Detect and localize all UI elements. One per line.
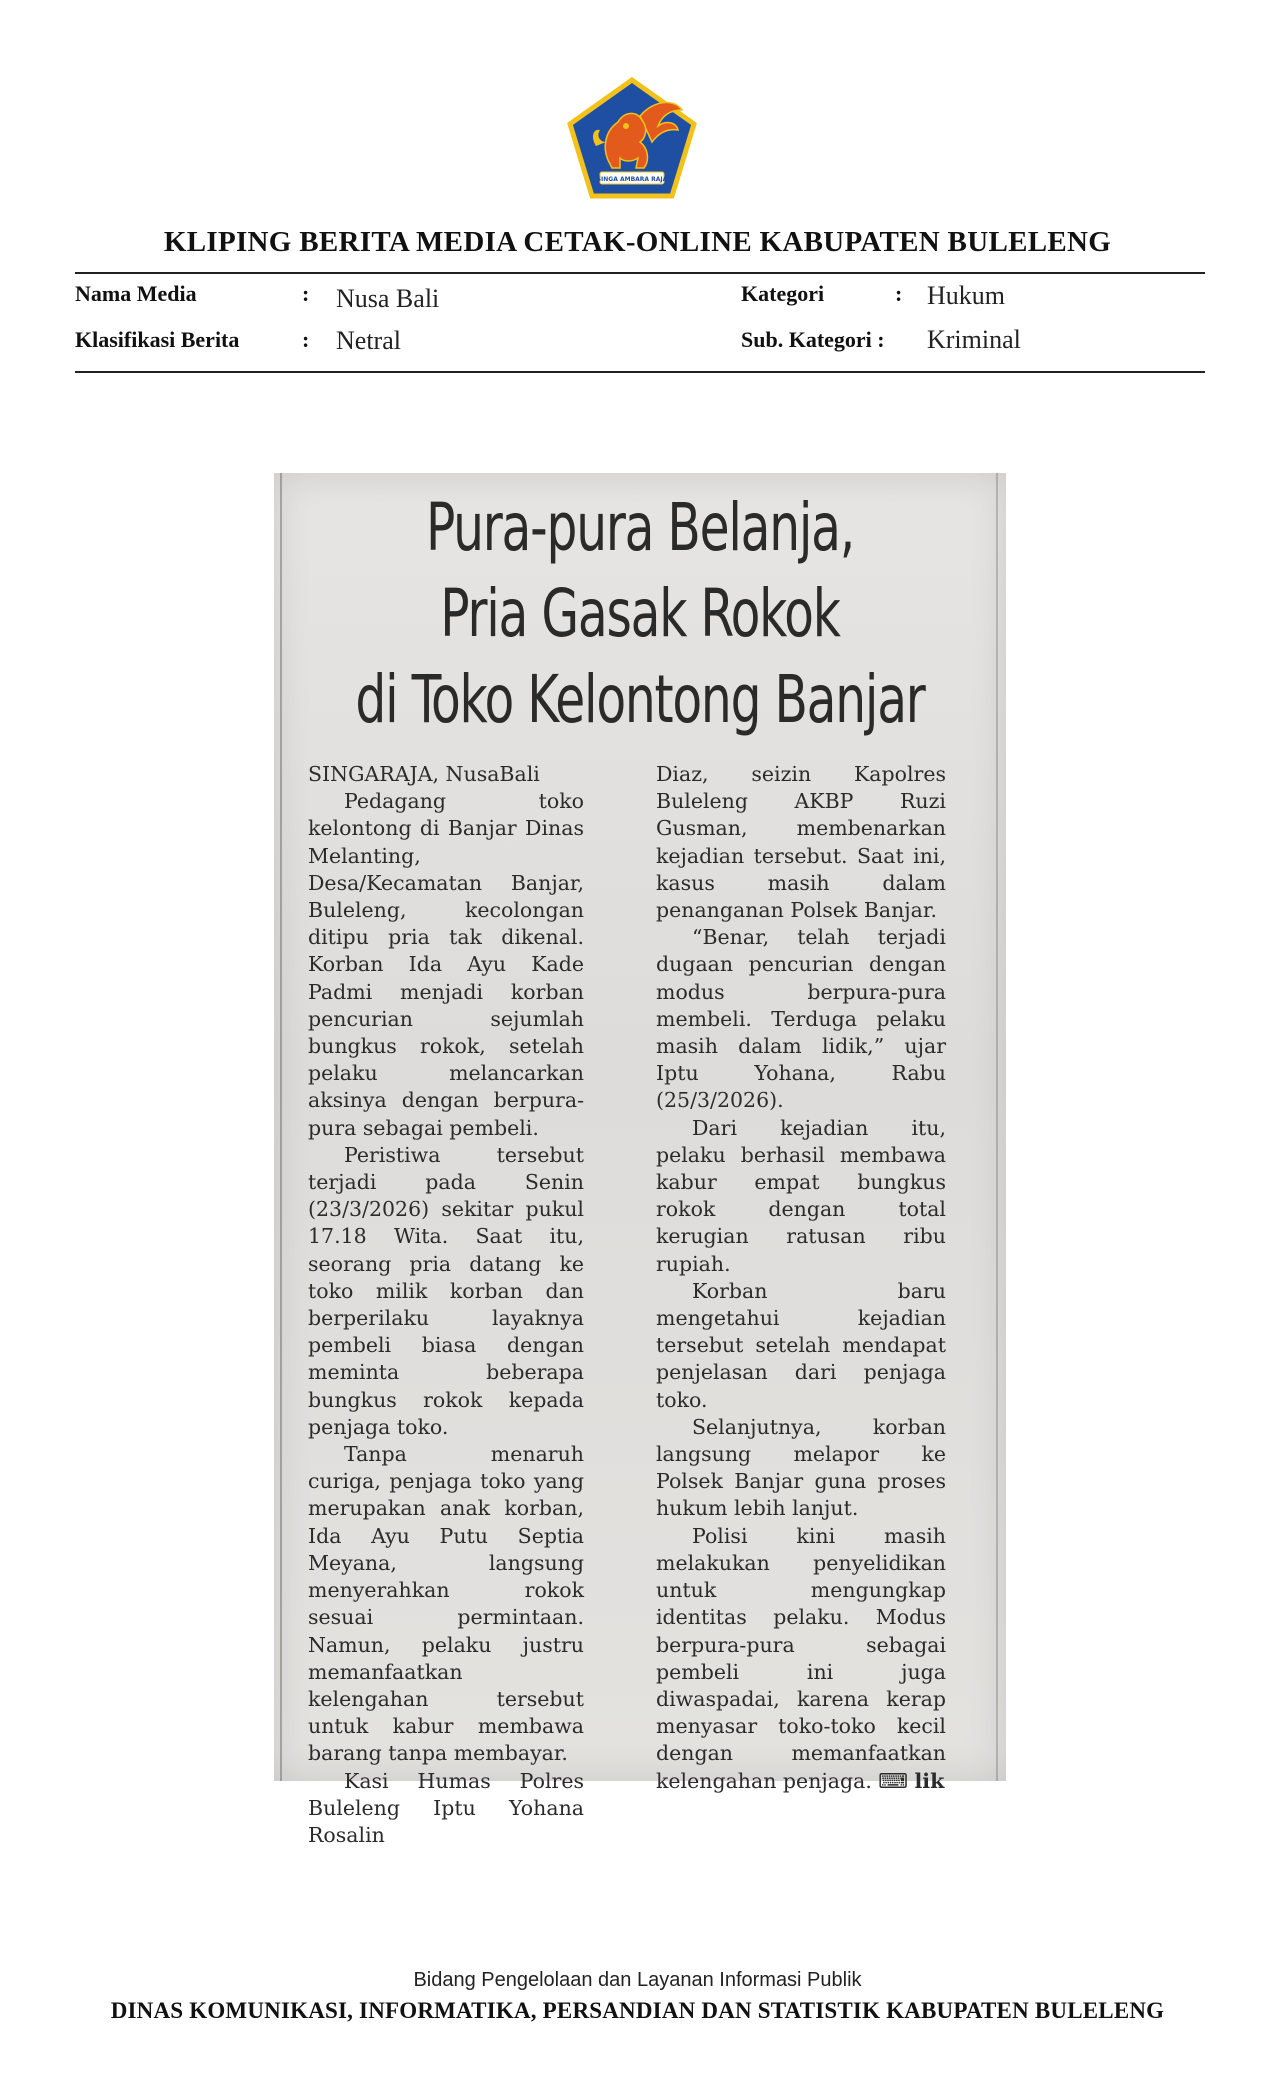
logo-motto: SINGA AMBARA RAJA [596, 176, 668, 183]
kategori-label: Kategori [741, 281, 825, 306]
keyboard-icon: ⌨ [878, 1768, 908, 1793]
article-paragraph: Peristiwa tersebut terjadi pada Senin (23/3/2026) sekitar pukul 17.18 Wita. Saat itu, seorang pria datang ke toko milik korban dan berperilaku layaknya pembeli biasa dengan meminta beberapa bungkus rokok kepada penjaga toko. [308, 1142, 584, 1439]
article-headline [274, 485, 1006, 743]
klasifikasi-berita-colon: : [302, 327, 310, 352]
klasifikasi-berita-label: Klasifikasi Berita [75, 327, 240, 352]
article-paragraph: Kasi Humas Polres Buleleng Iptu Yohana Rosalin [308, 1768, 584, 1847]
article-paragraph: Pedagang toko kelontong di Banjar Dinas Melanting, Desa/Kecamatan Banjar, Buleleng, kecolongan ditipu pria tak dikenal. Korban Ida Ayu Kade Padmi menjadi korban pencurian sejumlah bungkus rokok, setelah pelaku melancarkan aksinya dengan berpura-pura sebagai pembeli. [308, 789, 584, 1140]
headline-line-3: di Toko Kelontong Banjar [355, 661, 925, 738]
newspaper-clipping [274, 473, 1006, 1847]
kategori-colon: : [895, 281, 903, 306]
header-divider-bottom [75, 371, 1205, 373]
singa-ambara-raja-logo [566, 76, 698, 200]
article-paragraph-text: Polisi kini masih melakukan penyelidikan untuk mengungkap identitas pelaku. Modus berpura-pura sebagai pembeli ini juga diwaspadai, karena kerap menyasar toko-toko kecil dengan memanfaatkan kelengahan penjaga. [656, 1523, 946, 1793]
article-paragraph: Dari kejadian itu, pelaku berhasil membawa kabur empat bungkus rokok dengan total kerugian ratusan ribu rupiah. [656, 1115, 946, 1276]
author-signature: lik [914, 1768, 945, 1793]
nama-media-colon: : [302, 281, 310, 306]
nama-media-label: Nama Media [75, 281, 197, 306]
klasifikasi-berita-value: Netral [336, 326, 401, 355]
article-paragraph: Tanpa menaruh curiga, penjaga toko yang merupakan anak korban, Ida Ayu Putu Septia Meyana, langsung menyerahkan rokok sesuai permintaan. Namun, pelaku justru memanfaatkan kelengahan tersebut untuk kabur membawa barang tanpa membayar. [308, 1442, 584, 1766]
sub-kategori-label: Sub. Kategori : [741, 327, 885, 352]
article-paragraph: Korban baru mengetahui kejadian tersebut setelah mendapat penjelasan dari penjaga toko. [656, 1278, 946, 1412]
headline-line-1: Pura-pura Belanja, [425, 489, 855, 566]
article-paragraph-last [656, 1523, 946, 1795]
sub-kategori-value: Kriminal [927, 325, 1021, 354]
kategori-value: Hukum [927, 281, 1005, 310]
document-title: KLIPING BERITA MEDIA CETAK-ONLINE KABUPATEN BULELENG [163, 226, 1112, 258]
footer-subtitle: Bidang Pengelolaan dan Layanan Informasi Publik [413, 1969, 862, 1991]
article-column-right [656, 761, 946, 1795]
article-paragraph: Selanjutnya, korban langsung melapor ke Polsek Banjar guna proses hukum lebih lanjut. [656, 1414, 946, 1521]
nama-media-value: Nusa Bali [336, 284, 440, 313]
article-dateline: SINGARAJA, NusaBali [308, 762, 540, 786]
headline-line-2: Pria Gasak Rokok [440, 575, 840, 652]
article-paragraph: “Benar, telah terjadi dugaan pencurian dengan modus berpura-pura membeli. Terduga pelaku masih dalam lidik,” ujar Iptu Yohana, Rabu (25/3/2026). [656, 925, 946, 1113]
header-divider-top [75, 272, 1205, 274]
article-paragraph: Diaz, seizin Kapolres Buleleng AKBP Ruzi Gusman, membenarkan kejadian tersebut. Saat ini, kasus masih dalam penanganan Polsek Banjar. [656, 762, 946, 923]
article-column-left [308, 761, 584, 1849]
footer-department: DINAS KOMUNIKASI, INFORMATIKA, PERSANDIAN DAN STATISTIK KABUPATEN BULELENG [110, 1998, 1165, 2023]
